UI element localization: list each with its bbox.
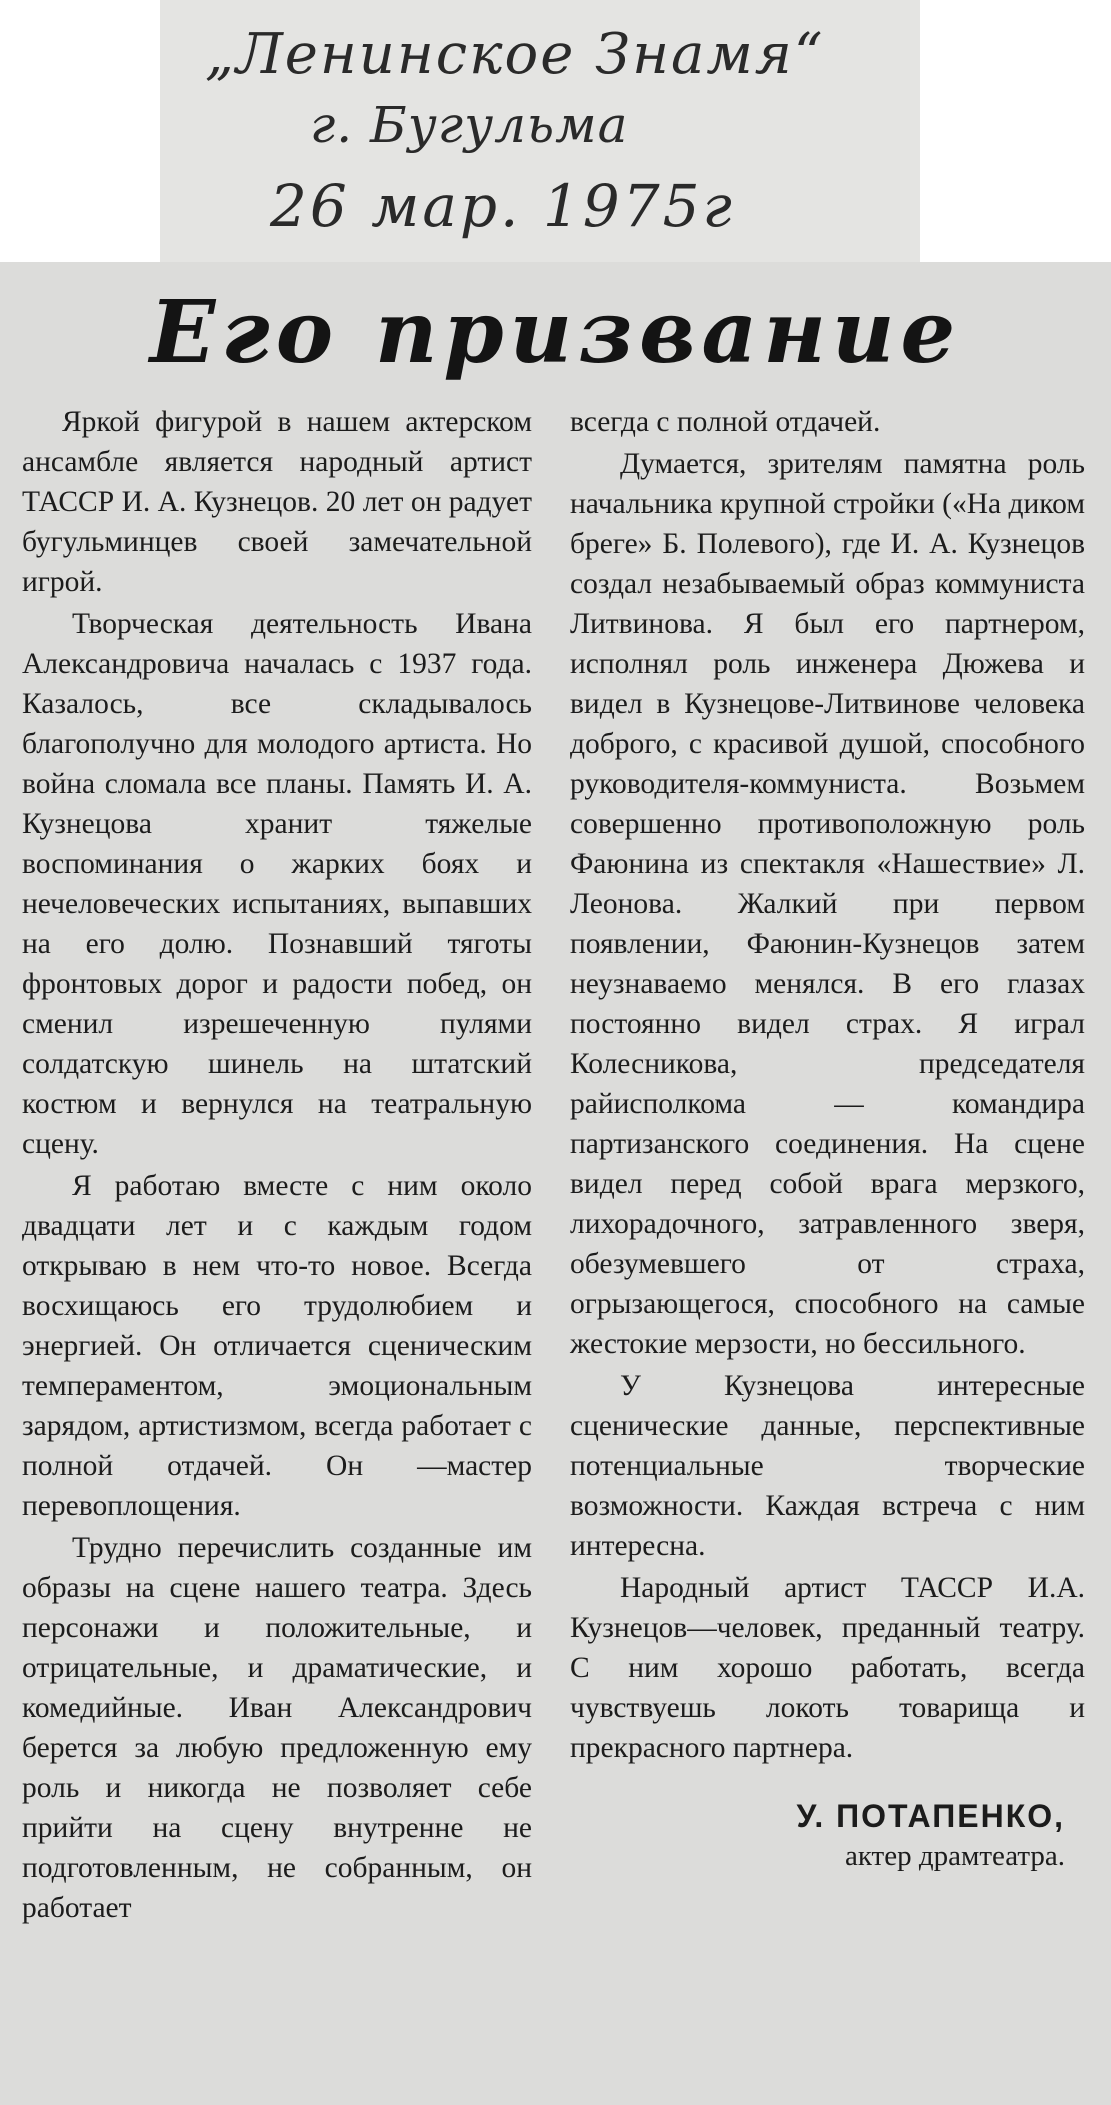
date-handwritten: 26 мар. 1975г <box>270 172 735 240</box>
article-paragraph: Трудно перечислить созданные им образы на сцене нашего театра. Здесь персонажи и положительные, и отрицательные, и драматические, и комедийные. Иван Александрович берется за любую предложенную ему роль и никогда не позволяет себе прийти на сцену внутренне не подготовленным, не собранным, он работает <box>22 1532 532 1924</box>
newspaper-clipping <box>0 262 1111 2105</box>
city-handwritten: г. Бугульма <box>310 96 629 154</box>
article-column-left <box>22 402 532 1930</box>
article-headline: Его призвание <box>149 282 962 383</box>
article-paragraph: Творческая деятельность Ивана Александровича началась с 1937 года. Казалось, все складывалось благополучно для молодого артиста. Но война сломала все планы. Память И. А. Кузнецова хранит тяжелые воспоминания о жарких боях и нечеловеческих испытаниях, выпавших на его долю. Познавший тяготы фронтовых дорог и радости побед, он сменил изрешеченную пулями солдатскую шинель на штатский костюм и вернулся на театральную сцену. <box>22 608 532 1160</box>
article-paragraph: У Кузнецова интересные сценические данные, перспективные потенциальные творческие возможности. Каждая встреча с ним интересна. <box>570 1370 1085 1562</box>
article-paragraph: Я работаю вместе с ним около двадцати лет и с каждым годом открываю в нем что-то новое. Всегда восхищаюсь его трудолюбием и энергией. Он отличается сценическим темпераментом, эмоциональным зарядом, артистизмом, всегда работает с полной отдачей. Он —мастер перевоплощения. <box>22 1170 532 1522</box>
author-role: актер драмтеатра. <box>844 1840 1065 1872</box>
article-paragraph: всегда с полной отдачей. <box>570 406 881 438</box>
author-signature: У. ПОТАПЕНКО, <box>796 1798 1065 1834</box>
article-paragraph: Яркой фигурой в нашем актерском ансамбле является народный артист ТАССР И. А. Кузнецов. 20 лет он радует бугульминцев своей замечательной игрой. <box>22 406 532 598</box>
article-paragraph: Народный артист ТАССР И.А. Кузнецов—человек, преданный театру. С ним хорошо работать, всегда чувствуешь локоть товарища и прекрасного партнера. <box>570 1572 1085 1764</box>
article-paragraph: Думается, зрителям памятна роль начальника крупной стройки («На диком бреге» Б. Полевого), где И. А. Кузнецов создал незабываемый образ коммуниста Литвинова. Я был его партнером, исполнял роль инженера Дюжева и видел в Кузнецове-Литвинове человека доброго, с красивой душой, способного руководителя-коммуниста. Возьмем совершенно противоположную роль Фаюнина из спектакля «Нашествие» Л. Леонова. Жалкий при первом появлении, Фаюнин-Кузнецов затем неузнаваемо менялся. В его глазах постоянно видел страх. Я играл Колесникова, председателя райисполкома — командира партизанского соединения. На сцене видел перед собой врага мерзкого, лихорадочного, затравленного зверя, обезумевшего от страха, огрызающегося, способного на самые жестокие мерзости, но бессильного. <box>570 448 1085 1360</box>
newspaper-name-handwritten: „Ленинское Знамя“ <box>205 22 825 87</box>
article-column-right <box>570 402 1085 1876</box>
handwritten-note <box>160 0 920 262</box>
